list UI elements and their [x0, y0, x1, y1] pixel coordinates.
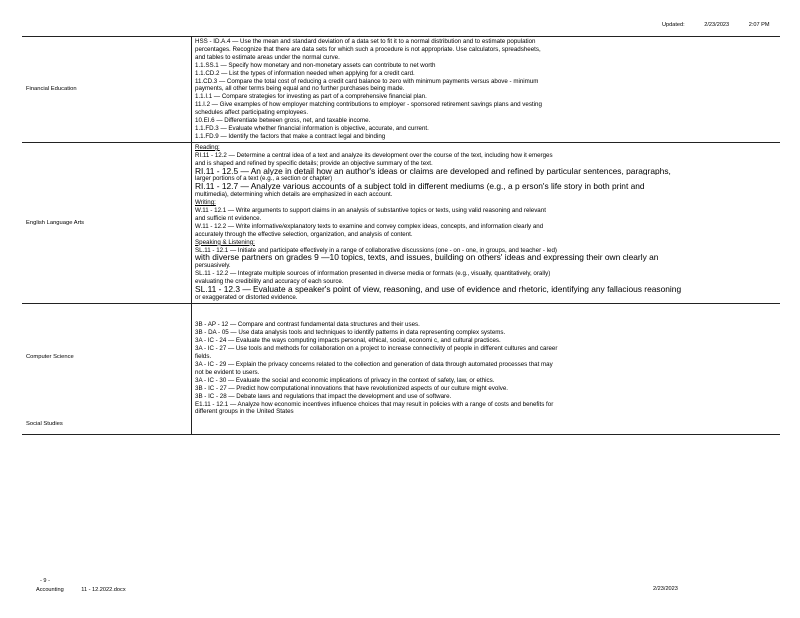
subject-cs-cell — [22, 303, 192, 434]
standard-line: 3B - AP - 12 — Compare and contrast fundamental data structures and their uses. — [195, 321, 420, 329]
standard-line: 1.1.I.1 — Compare strategies for investing as part of a comprehensive financial plan. — [195, 93, 427, 101]
subject-social-studies: Social Studies — [26, 420, 63, 427]
standard-line: HSS - ID.A.4 — Use the mean and standard deviation of a data set to fit it to a normal distribution and to estimate population — [195, 38, 536, 45]
footer-date: 2/23/2023 — [653, 586, 678, 592]
standard-line: or exaggerated or distorted evidence. — [195, 294, 298, 301]
standard-line: larger portions of a text (e.g., a section or chapter) — [195, 175, 333, 183]
footer-filename: 11 - 12.2022.docx — [81, 587, 126, 593]
standard-line: 10.EI.6 — Differentiate between gross, net, and taxable income. — [195, 117, 371, 125]
standard-line: 1.1.FD.9 — Identify the factors that make a contract legal and binding — [195, 132, 386, 140]
standard-line: 1.1.FD.3 — Evaluate whether financial information is objective, accurate, and current. — [195, 124, 429, 132]
page-number: - 9 - — [40, 578, 50, 584]
updated-time: 2:07 PM — [748, 22, 770, 28]
standard-line: SL.11 - 12.1 — Initiate and participate effectively in a range of collaborative discussions (one - on - one, in groups, and teacher - led) — [195, 246, 557, 254]
standard-line: SL.11 - 12.3 — Evaluate a speaker's point of view, reasoning, and use of evidence and rhetoric, identifying any fallacious reasoning — [195, 286, 682, 294]
standard-line: schedules affect participating employees. — [195, 109, 309, 117]
standard-line: RI.11 - 12.5 — An alyze in detail how an author's ideas or claims are developed and refined by particular sentences, paragraphs, — [195, 167, 671, 176]
standard-line: Speaking & Listening: — [195, 238, 255, 246]
standard-line: 3B - IC - 28 — Debate laws and regulations that impact the development and use of software. — [195, 392, 452, 400]
subject-cs: Computer Science — [26, 353, 74, 360]
standard-line: SL.11 - 12.2 — Integrate multiple sources of information presented in diverse media or formats (e.g., visually, quantitatively, orally) — [195, 270, 551, 278]
standards-financial — [192, 37, 781, 143]
standard-line: RI.11 - 12.2 — Determine a central idea of a text and analyze its development over the course of the text, including how it emerges — [195, 151, 553, 159]
standard-line: 1.1.CD.2 — List the types of information needed when applying for a credit card. — [195, 69, 415, 77]
standard-line: E1.11 - 12.1 — Analyze how economic incentives influence choices that may result in policies with a range of costs and benefits for — [195, 400, 554, 408]
standard-line: accurately through the effective selection, organization, and analysis of content. — [195, 230, 413, 238]
standard-line: 3B - IC - 27 — Predict how computational innovations that have revolutionized aspects of our culture might evolve. — [195, 384, 508, 392]
subject-ela: English Language Arts — [22, 142, 192, 303]
standard-line: W.11 - 12.1 — Write arguments to support claims in an analysis of substantive topics or texts, using valid reasoning and relevant — [195, 207, 546, 215]
standard-line: and is shaped and refined by specific details; provide an objective summary of the text. — [195, 159, 433, 167]
row-ela — [22, 142, 780, 303]
updated-stamp — [662, 22, 788, 28]
standard-line: multimedia), determining which details are emphasized in each account. — [195, 191, 393, 199]
row-financial — [22, 37, 780, 143]
standard-line: persuasively. — [195, 262, 231, 270]
standards-ela — [192, 142, 781, 303]
standard-line: Reading: — [195, 143, 220, 151]
standard-line: 3B - DA - 05 — Use data analysis tools and techniques to identify patterns in data representing complex systems. — [195, 329, 506, 337]
standard-line: 3A - IC - 30 — Evaluate the social and economic implications of privacy in the context of safety, law, or ethics. — [195, 376, 495, 384]
standard-line: 11.I.2 — Give examples of how employer matching contributions to employer - sponsored retirement savings plans and vesting — [195, 101, 542, 109]
standard-line: W.11 - 12.2 — Write informative/explanatory texts to examine and convey complex ideas, concepts, and information clearly and — [195, 222, 544, 230]
footer-file — [36, 586, 126, 595]
updated-date: 2/23/2023 — [704, 22, 730, 28]
standard-line: evaluating the credibility and accuracy of each source. — [195, 278, 344, 286]
updated-label: Updated: — [662, 22, 685, 28]
standard-line: fields. — [195, 353, 212, 361]
standard-line: 3A - IC - 24 — Evaluate the ways computing impacts personal, ethical, social, economi c, and cultural practices. — [195, 337, 501, 345]
standards-cs — [192, 303, 781, 434]
standard-line: different groups in the United States — [195, 408, 294, 416]
footer-left — [36, 577, 126, 595]
standard-line: and tables to estimate areas under the normal curve. — [195, 53, 340, 61]
standards-table — [22, 36, 780, 435]
row-cs — [22, 303, 780, 434]
standard-line: 1.1.SS.1 — Specify how monetary and non-monetary assets can contribute to net worth — [195, 61, 436, 69]
standard-line: and sufficie nt evidence. — [195, 214, 262, 222]
standard-line: 3A - IC - 29 — Explain the privacy concerns related to the collection and generation of data through automated processes that may — [195, 361, 553, 368]
footer-course: Accounting — [36, 587, 64, 593]
standard-line: 3A - IC - 27 — Use tools and methods for collaboration on a project to increase connectivity of people in different cultures and career — [195, 345, 558, 353]
standard-line: RI.11 - 12.7 — Analyze various accounts of a subject told in different mediums (e.g., a p erson's life story in both print and — [195, 183, 645, 192]
standard-line: with diverse partners on grades 9 —10 topics, texts, and issues, building on others' ideas and expressing their own clearly an — [195, 254, 659, 263]
standard-line: payments, all other terms being equal and no further purchases being made. — [195, 85, 405, 93]
standard-line: 11.CD.3 — Compare the total cost of reducing a credit card balance to zero with minimum payments versus above - minimum — [195, 77, 539, 85]
standard-line: percentages. Recognize that there are data sets for which such a procedure is not appropriate. Use calculators, spreadsheets, — [195, 45, 541, 53]
standard-line: not be evident to users. — [195, 368, 260, 376]
subject-financial: Financial Education — [22, 37, 192, 143]
standard-line: Writing: — [195, 199, 216, 207]
